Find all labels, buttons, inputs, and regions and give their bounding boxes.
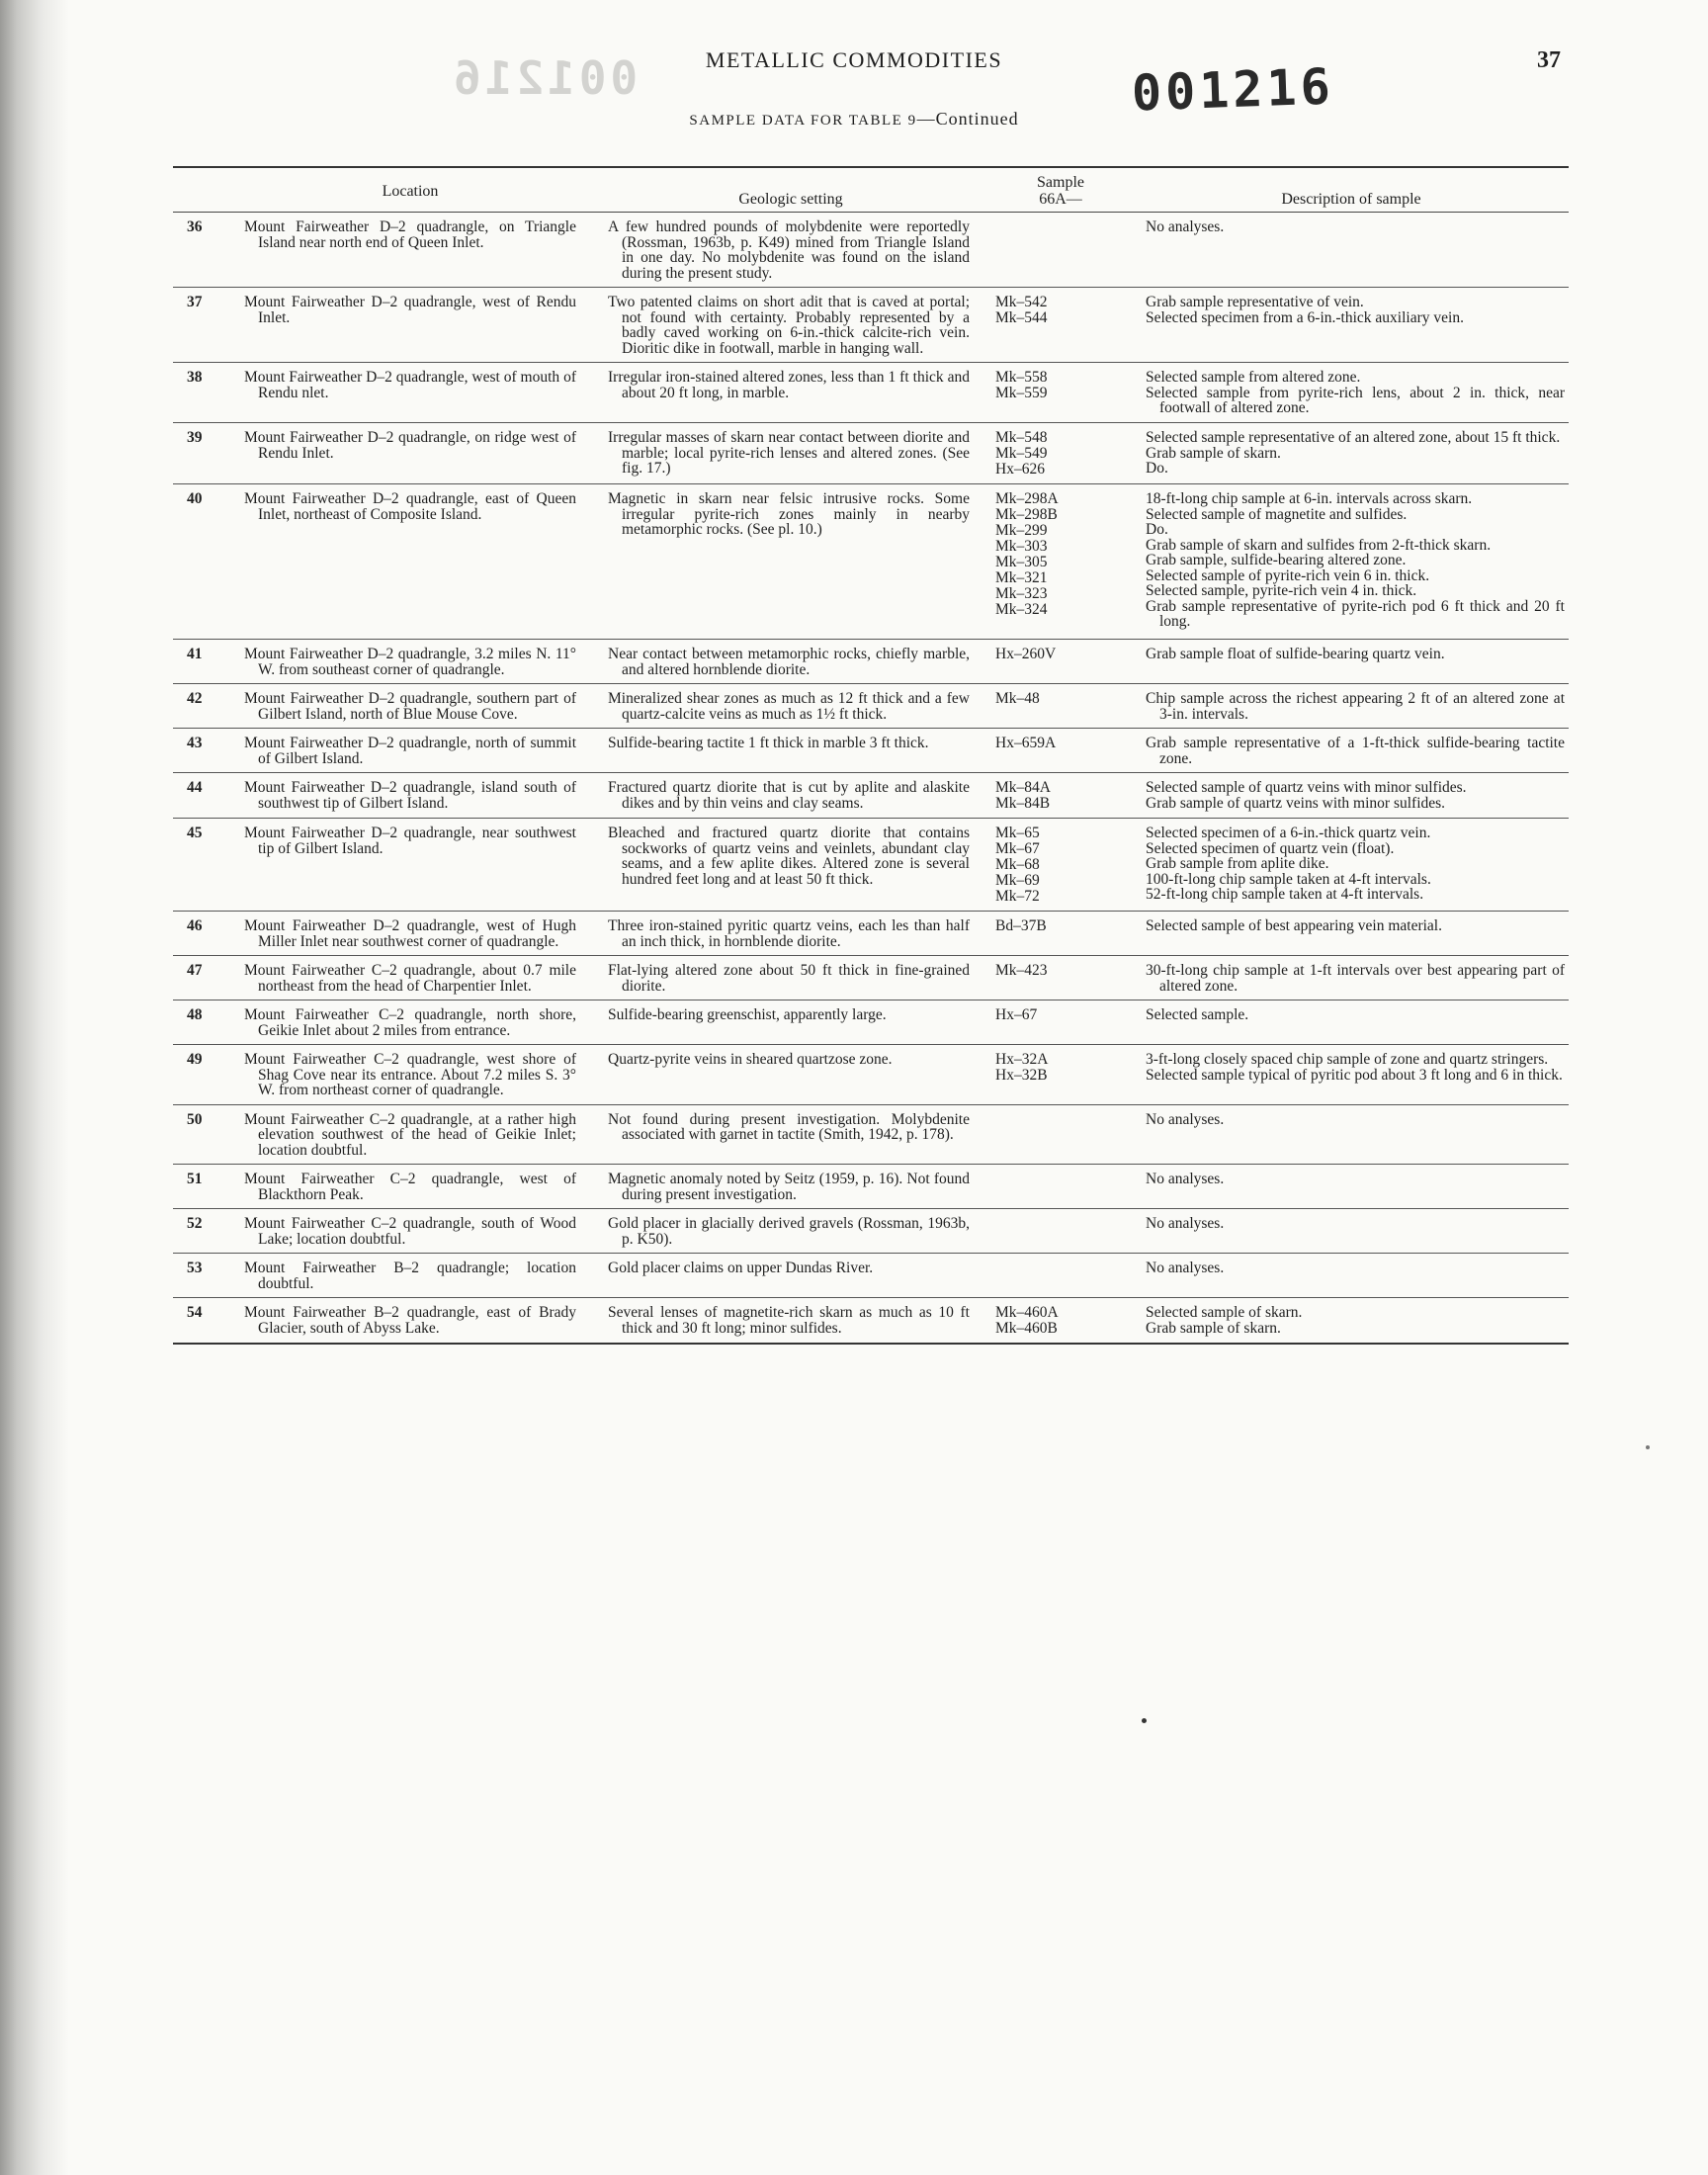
sample-description: Grab sample of skarn and sulfides from 2-ft-thick skarn. xyxy=(1146,536,1492,554)
location-text: Mount Fairweather D–2 quadrangle, 3.2 miles N. 11° W. from southeast corner of quadrangle. xyxy=(244,646,576,678)
location-text: Mount Fairweather C–2 quadrangle, west of Blackthorn Peak. xyxy=(244,1171,576,1203)
location-text: Mount Fairweather D–2 quadrangle, on Triangle Island near north end of Queen Inlet. xyxy=(244,218,576,251)
sample-description: Grab sample float of sulfide-bearing quartz vein. xyxy=(1146,646,1445,662)
table-row xyxy=(173,729,1569,773)
location-cell xyxy=(226,423,594,484)
sample-description: 18-ft-long chip sample at 6-in. intervals across skarn. xyxy=(1146,490,1473,507)
table-row xyxy=(173,1165,1569,1209)
description-cell xyxy=(1134,423,1569,484)
table-row xyxy=(173,288,1569,363)
entry-number: 46 xyxy=(187,917,203,934)
entry-number: 47 xyxy=(187,962,203,979)
geologic-setting-text: Irregular iron-stained altered zones, less than 1 ft thick and about 20 ft long, in marble. xyxy=(608,369,970,401)
geologic-setting-cell xyxy=(594,1165,987,1209)
entry-number: 37 xyxy=(187,294,203,310)
location-cell xyxy=(226,956,594,1000)
entry-number: 39 xyxy=(187,429,203,446)
location-text: Mount Fairweather C–2 quadrangle, at a rather high elevation southwest of the head of Geikie Inlet; location doubtful. xyxy=(244,1110,576,1159)
geologic-setting-cell xyxy=(594,288,987,363)
sample-description: Grab sample representative of vein. xyxy=(1146,294,1364,310)
sample-description: Selected sample from altered zone. xyxy=(1146,369,1361,386)
sample-id-cell xyxy=(987,1104,1134,1165)
description-cell xyxy=(1134,1165,1569,1209)
geologic-setting-cell xyxy=(594,484,987,640)
entry-number: 53 xyxy=(187,1260,203,1276)
scan-shadow xyxy=(0,0,69,2175)
sample-id xyxy=(995,1261,1130,1276)
sample-id: Mk–305 xyxy=(995,554,1048,570)
location-text: Mount Fairweather D–2 quadrangle, island south of southwest tip of Gilbert Island. xyxy=(244,779,576,812)
sample-id: Mk–423 xyxy=(995,962,1048,979)
table-row xyxy=(173,956,1569,1000)
geologic-setting-cell xyxy=(594,819,987,912)
sample-id: Mk–548 xyxy=(995,429,1048,446)
sample-description: No analyses. xyxy=(1146,1215,1225,1232)
entry-number: 50 xyxy=(187,1110,203,1128)
geologic-setting-cell xyxy=(594,729,987,773)
sample-id: Hx–32A xyxy=(995,1051,1049,1068)
sample-id: Hx–32B xyxy=(995,1067,1048,1084)
geologic-setting-text: Not found during present investigation. Molybdenite associated with garnet in tactite (Smith, 1942, p. 178). xyxy=(608,1110,970,1143)
geologic-setting-text: Mineralized shear zones as much as 12 ft thick and a few quartz-calcite veins as much as 1½ ft thick. xyxy=(608,690,970,723)
description-cell xyxy=(1134,1045,1569,1105)
sample-id: Mk–542 xyxy=(995,294,1048,310)
geologic-setting-text: Gold placer in glacially derived gravels (Rossman, 1963b, p. K50). xyxy=(608,1215,970,1248)
location-text: Mount Fairweather D–2 quadrangle, southern part of Gilbert Island, north of Blue Mouse Cove. xyxy=(244,690,576,723)
geologic-setting-cell xyxy=(594,1045,987,1105)
sample-description: Selected sample typical of pyritic pod about 3 ft long and 6 in thick. xyxy=(1146,1066,1563,1084)
geologic-setting-text: Sulfide-bearing greenschist, apparently large. xyxy=(608,1006,887,1023)
geologic-setting-text: Bleached and fractured quartz diorite that contains sockworks of quartz veins and veinlets, abundant clay seams, and a few aplite dikes. Altered zone is several hundred feet long and at least 50 ft thick. xyxy=(608,825,970,888)
description-cell xyxy=(1134,1209,1569,1254)
geologic-setting-text: Three iron-stained pyritic quartz veins, each les than half an inch thick, in hornblende diorite. xyxy=(608,917,970,950)
sample-id xyxy=(995,1112,1130,1128)
table-title-prefix: SAMPLE DATA FOR TABLE 9 xyxy=(689,113,917,129)
sample-id-cell xyxy=(987,819,1134,912)
sample-description: Chip sample across the richest appearing 2 ft of an altered zone at 3-in. intervals. xyxy=(1146,690,1565,723)
location-text: Mount Fairweather D–2 quadrangle, west of Rendu Inlet. xyxy=(244,294,576,326)
description-cell xyxy=(1134,819,1569,912)
entry-number: 42 xyxy=(187,690,203,707)
table-row xyxy=(173,423,1569,484)
location-text: Mount Fairweather D–2 quadrangle, west of mouth of Rendu nlet. xyxy=(244,369,576,401)
location-text: Mount Fairweather D–2 quadrangle, near southwest tip of Gilbert Island. xyxy=(244,825,576,857)
location-cell xyxy=(226,1104,594,1165)
geologic-setting-cell xyxy=(594,912,987,956)
location-cell xyxy=(226,640,594,684)
sample-id: Mk–298A xyxy=(995,490,1059,507)
sample-description: Selected sample of quartz veins with minor sulfides. xyxy=(1146,779,1467,796)
sample-id: Mk–298B xyxy=(995,506,1058,523)
entry-number: 41 xyxy=(187,646,203,662)
sample-id: Mk–324 xyxy=(995,601,1048,618)
table-row xyxy=(173,1045,1569,1105)
sample-id: Hx–626 xyxy=(995,461,1045,478)
geologic-setting-text: Magnetic anomaly noted by Seitz (1959, p. 16). Not found during present investigation. xyxy=(608,1171,970,1203)
geologic-setting-cell xyxy=(594,1209,987,1254)
description-cell xyxy=(1134,213,1569,288)
location-cell xyxy=(226,213,594,288)
location-cell xyxy=(226,484,594,640)
sample-id: Mk–48 xyxy=(995,690,1040,707)
table-row xyxy=(173,1104,1569,1165)
sample-description: Do. xyxy=(1146,521,1168,538)
geologic-setting-text: Flat-lying altered zone about 50 ft thick in fine-grained diorite. xyxy=(608,962,970,995)
sample-id: Mk–299 xyxy=(995,522,1048,539)
geologic-setting-cell xyxy=(594,213,987,288)
column-header-location: Location xyxy=(382,182,439,200)
sample-description: Grab sample representative of pyrite-rich pod 6 ft thick and 20 ft long. xyxy=(1146,597,1565,630)
location-text: Mount Fairweather D–2 quadrangle, west of Hugh Miller Inlet near southwest corner of quadrangle. xyxy=(244,917,576,950)
sample-id: Mk–460A xyxy=(995,1304,1059,1321)
entry-number: 51 xyxy=(187,1171,203,1187)
location-cell xyxy=(226,729,594,773)
description-cell xyxy=(1134,956,1569,1000)
sample-description: Selected sample representative of an altered zone, about 15 ft thick. xyxy=(1146,429,1561,446)
geologic-setting-cell xyxy=(594,423,987,484)
sample-description: Selected specimen of a 6-in.-thick quartz vein. xyxy=(1146,825,1431,841)
location-text: Mount Fairweather B–2 quadrangle, east of Brady Glacier, south of Abyss Lake. xyxy=(244,1304,576,1337)
sample-description: Selected specimen from a 6-in.-thick auxiliary vein. xyxy=(1146,308,1464,326)
geologic-setting-text: Gold placer claims on upper Dundas River. xyxy=(608,1260,874,1276)
geologic-setting-cell xyxy=(594,1000,987,1045)
description-cell xyxy=(1134,640,1569,684)
sample-data-table xyxy=(173,166,1569,1345)
sample-description: Grab sample of skarn. xyxy=(1146,1319,1281,1337)
entry-number: 48 xyxy=(187,1006,203,1023)
location-text: Mount Fairweather D–2 quadrangle, east of Queen Inlet, northeast of Composite Island. xyxy=(244,490,576,523)
sample-id: Mk–65 xyxy=(995,825,1040,841)
sample-description: 30-ft-long chip sample at 1-ft intervals over best appearing part of altered zone. xyxy=(1146,962,1565,995)
table-row xyxy=(173,1209,1569,1254)
sample-id: Mk–549 xyxy=(995,445,1048,462)
bleed-through-stamp: 001216 xyxy=(450,51,639,105)
sample-id-cell xyxy=(987,288,1134,363)
location-cell xyxy=(226,1165,594,1209)
geologic-setting-text: Irregular masses of skarn near contact between diorite and marble; local pyrite-rich lenses and altered zones. (See fig. 17.) xyxy=(608,429,970,477)
sample-id: Mk–321 xyxy=(995,569,1048,586)
description-cell xyxy=(1134,1000,1569,1045)
sample-id-cell xyxy=(987,1209,1134,1254)
sample-id: Mk–67 xyxy=(995,840,1040,857)
location-text: Mount Fairweather C–2 quadrangle, about 0.7 mile northeast from the head of Charpentier Inlet. xyxy=(244,962,576,995)
sample-id: Mk–558 xyxy=(995,369,1048,386)
table-row xyxy=(173,640,1569,684)
geologic-setting-cell xyxy=(594,956,987,1000)
location-cell xyxy=(226,1000,594,1045)
table-row xyxy=(173,1000,1569,1045)
sample-id-cell xyxy=(987,423,1134,484)
description-cell xyxy=(1134,729,1569,773)
sample-id-cell xyxy=(987,1000,1134,1045)
sample-id-cell xyxy=(987,640,1134,684)
geologic-setting-cell xyxy=(594,1104,987,1165)
description-cell xyxy=(1134,912,1569,956)
table-row xyxy=(173,912,1569,956)
scan-speck xyxy=(1646,1445,1650,1449)
table-body xyxy=(173,213,1569,1345)
sample-description: Grab sample from aplite dike. xyxy=(1146,855,1329,872)
sample-id: Mk–559 xyxy=(995,385,1048,401)
sample-description: Grab sample of skarn. xyxy=(1146,444,1281,462)
sample-description: No analyses. xyxy=(1146,1110,1225,1128)
sample-id-cell xyxy=(987,1298,1134,1345)
location-text: Mount Fairweather C–2 quadrangle, south of Wood Lake; location doubtful. xyxy=(244,1215,576,1248)
description-cell xyxy=(1134,1254,1569,1298)
sample-id-cell xyxy=(987,684,1134,729)
sample-description: 3-ft-long closely spaced chip sample of zone and quartz stringers. xyxy=(1146,1051,1549,1068)
scan-speck xyxy=(1142,1718,1147,1723)
sample-description: Do. xyxy=(1146,460,1168,477)
column-header-number xyxy=(173,167,226,213)
table-row xyxy=(173,484,1569,640)
location-text: Mount Fairweather C–2 quadrangle, north shore, Geikie Inlet about 2 miles from entrance. xyxy=(244,1006,576,1039)
running-head: METALLIC COMMODITIES xyxy=(705,47,1003,72)
location-cell xyxy=(226,773,594,819)
description-cell xyxy=(1134,1104,1569,1165)
geologic-setting-cell xyxy=(594,773,987,819)
sample-id: Hx–67 xyxy=(995,1006,1038,1023)
location-cell xyxy=(226,363,594,423)
table-title xyxy=(0,109,1708,130)
sample-id-cell xyxy=(987,213,1134,288)
sample-id-cell xyxy=(987,956,1134,1000)
sample-id: Mk–69 xyxy=(995,872,1040,889)
table-row xyxy=(173,773,1569,819)
location-cell xyxy=(226,1045,594,1105)
sample-id: Bd–37B xyxy=(995,917,1047,934)
location-cell xyxy=(226,1254,594,1298)
location-text: Mount Fairweather C–2 quadrangle, west shore of Shag Cove near its entrance. About 7.2 miles S. 3° W. from northeast corner of quadrangle. xyxy=(244,1051,576,1098)
sample-id: Mk–460B xyxy=(995,1320,1058,1337)
geologic-setting-text: Several lenses of magnetite-rich skarn as much as 10 ft thick and 30 ft long; minor sulfides. xyxy=(608,1304,970,1337)
location-cell xyxy=(226,288,594,363)
table-row xyxy=(173,1298,1569,1345)
sample-id: Mk–84B xyxy=(995,795,1051,812)
sample-description: Grab sample representative of a 1-ft-thick sulfide-bearing tactite zone. xyxy=(1146,735,1565,767)
geologic-setting-cell xyxy=(594,1298,987,1345)
description-cell xyxy=(1134,1298,1569,1345)
document-stamp-number: 001216 xyxy=(1131,57,1335,123)
table-row xyxy=(173,684,1569,729)
page-number: 37 xyxy=(1537,47,1561,73)
location-cell xyxy=(226,912,594,956)
location-cell xyxy=(226,1298,594,1345)
sample-id: Hx–260V xyxy=(995,646,1057,662)
sample-id-cell xyxy=(987,1254,1134,1298)
sample-id: Mk–72 xyxy=(995,888,1040,905)
geologic-setting-cell xyxy=(594,640,987,684)
sample-description: Selected sample of best appearing vein material. xyxy=(1146,917,1442,934)
column-header-geologic-setting: Geologic setting xyxy=(738,190,843,208)
table-header xyxy=(173,167,1569,213)
sample-id: Mk–544 xyxy=(995,309,1048,326)
sample-id: Mk–323 xyxy=(995,585,1048,602)
entry-number: 38 xyxy=(187,369,203,386)
sample-description: Selected sample of magnetite and sulfides. xyxy=(1146,505,1408,523)
entry-number: 36 xyxy=(187,218,203,235)
description-cell xyxy=(1134,773,1569,819)
sample-id xyxy=(995,219,1130,235)
sample-id: Mk–84A xyxy=(995,779,1051,796)
geologic-setting-text: Near contact between metamorphic rocks, chiefly marble, and altered hornblende diorite. xyxy=(608,646,970,678)
table-row xyxy=(173,213,1569,288)
geologic-setting-text: Two patented claims on short adit that is caved at portal; not found with certainty. Probably represented by a badly caved working on 6-in.-thick calcite-rich vein. Dioritic dike in footwall, marble in hanging wall. xyxy=(608,294,970,357)
location-cell xyxy=(226,684,594,729)
location-text: Mount Fairweather D–2 quadrangle, north of summit of Gilbert Island. xyxy=(244,735,576,767)
entry-number: 52 xyxy=(187,1215,203,1232)
sample-id: Mk–303 xyxy=(995,538,1048,555)
sample-id xyxy=(995,1216,1130,1232)
geologic-setting-cell xyxy=(594,684,987,729)
sample-id-cell xyxy=(987,484,1134,640)
entry-number: 54 xyxy=(187,1304,203,1321)
sample-description: Grab sample, sulfide-bearing altered zone. xyxy=(1146,552,1407,568)
table-row xyxy=(173,363,1569,423)
sample-description: No analyses. xyxy=(1146,218,1225,235)
entry-number: 40 xyxy=(187,490,203,507)
geologic-setting-cell xyxy=(594,363,987,423)
column-header-description: Description of sample xyxy=(1281,190,1421,208)
sample-id-cell xyxy=(987,1165,1134,1209)
geologic-setting-cell xyxy=(594,1254,987,1298)
sample-description: Selected sample, pyrite-rich vein 4 in. thick. xyxy=(1146,582,1417,599)
entry-number: 49 xyxy=(187,1051,203,1068)
description-cell xyxy=(1134,363,1569,423)
description-cell xyxy=(1134,484,1569,640)
sample-id-cell xyxy=(987,729,1134,773)
sample-description: 52-ft-long chip sample taken at 4-ft intervals. xyxy=(1146,886,1424,903)
entry-number: 45 xyxy=(187,825,203,841)
location-cell xyxy=(226,1209,594,1254)
sample-id-cell xyxy=(987,912,1134,956)
description-cell xyxy=(1134,684,1569,729)
geologic-setting-text: A few hundred pounds of molybdenite were reportedly (Rossman, 1963b, p. K49) mined from Triangle Island in one day. No molybdenite was found on the island during the present study. xyxy=(608,218,970,282)
description-cell xyxy=(1134,288,1569,363)
table-title-suffix: —Continued xyxy=(916,109,1019,129)
sample-description: Selected sample from pyrite-rich lens, about 2 in. thick, near footwall of altered zone. xyxy=(1146,384,1565,416)
geologic-setting-text: Sulfide-bearing tactite 1 ft thick in marble 3 ft thick. xyxy=(608,735,929,751)
entry-number: 43 xyxy=(187,735,203,751)
sample-id-cell xyxy=(987,363,1134,423)
sample-description: Selected sample. xyxy=(1146,1006,1249,1023)
sample-description: Selected specimen of quartz vein (float). xyxy=(1146,839,1395,857)
location-text: Mount Fairweather D–2 quadrangle, on ridge west of Rendu Inlet. xyxy=(244,429,576,462)
sample-id xyxy=(995,1172,1130,1187)
location-cell xyxy=(226,819,594,912)
entry-number: 44 xyxy=(187,779,203,796)
table-row xyxy=(173,1254,1569,1298)
sample-id-cell xyxy=(987,1045,1134,1105)
sample-description: Grab sample of quartz veins with minor sulfides. xyxy=(1146,794,1446,812)
geologic-setting-text: Quartz-pyrite veins in sheared quartzose zone. xyxy=(608,1051,893,1068)
geologic-setting-text: Fractured quartz diorite that is cut by aplite and alaskite dikes and by thin veins and clay seams. xyxy=(608,779,970,812)
sample-description: Selected sample of pyrite-rich vein 6 in. thick. xyxy=(1146,566,1430,584)
sample-id-cell xyxy=(987,773,1134,819)
location-text: Mount Fairweather B–2 quadrangle; location doubtful. xyxy=(244,1260,576,1292)
sample-description: No analyses. xyxy=(1146,1260,1225,1276)
sample-id: Hx–659A xyxy=(995,735,1057,751)
sample-description: 100-ft-long chip sample taken at 4-ft intervals. xyxy=(1146,870,1431,888)
column-header-sample: Sample 66A— xyxy=(1037,174,1084,208)
sample-description: No analyses. xyxy=(1146,1171,1225,1187)
table-row xyxy=(173,819,1569,912)
geologic-setting-text: Magnetic in skarn near felsic intrusive rocks. Some irregular pyrite-rich zones mainly in nearby metamorphic rocks. (See pl. 10.) xyxy=(608,490,970,538)
sample-description: Selected sample of skarn. xyxy=(1146,1304,1303,1321)
sample-id: Mk–68 xyxy=(995,856,1040,873)
